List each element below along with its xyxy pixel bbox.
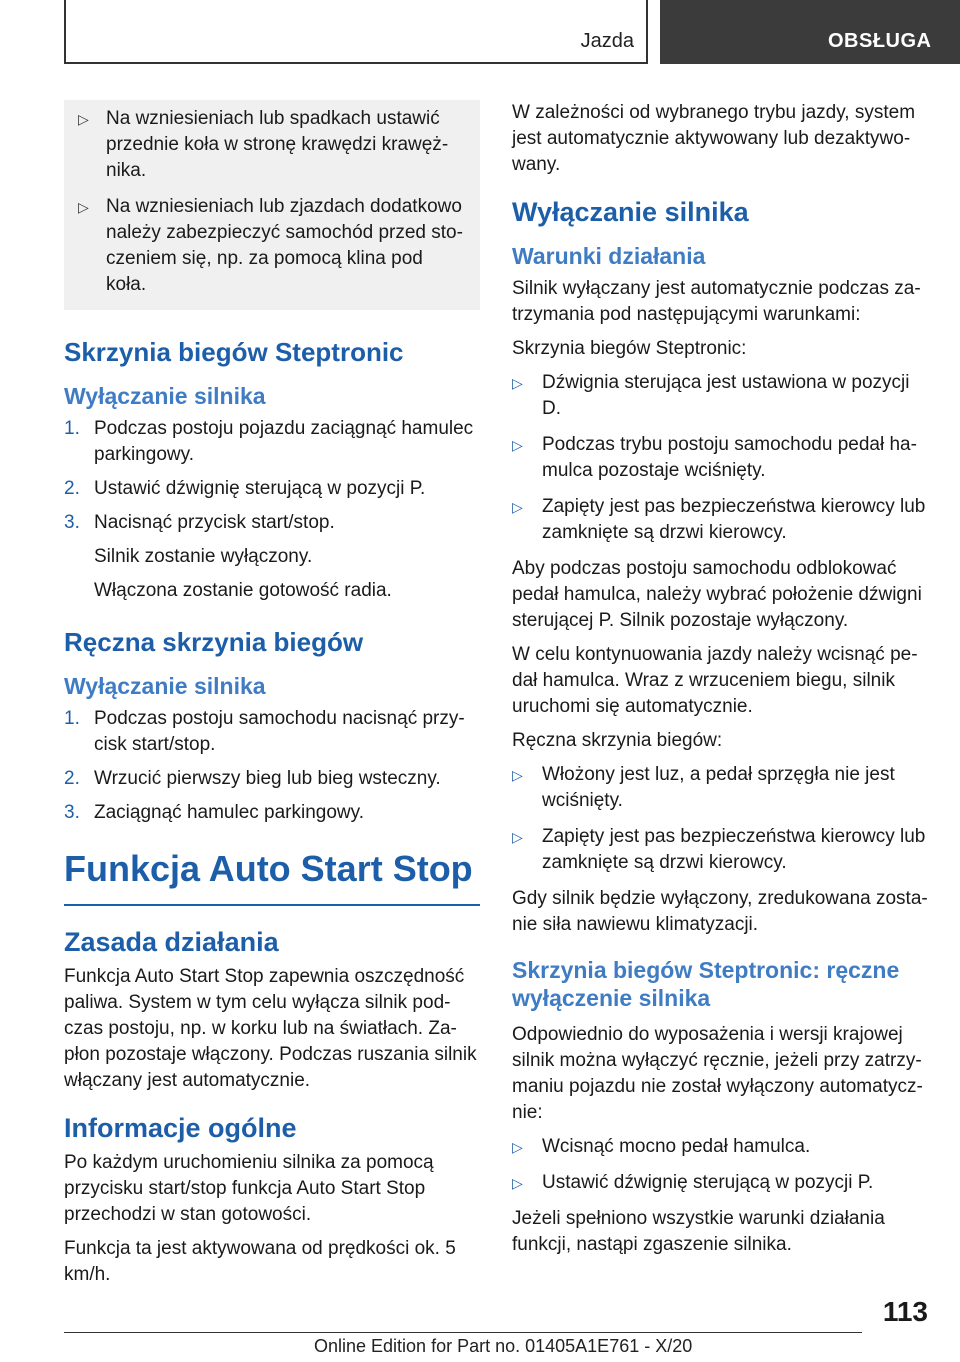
triangle-bullet-icon: ▷ [78, 111, 89, 127]
heading-engine-off-manual: Wyłączanie silnika [64, 673, 266, 699]
paragraph-equipment: Odpowiednio do wyposażenia i wersji krajowej silnik można wyłączyć ręcznie, jeżeli przy zatrzymaniu pojazdu nie został wyłączony automatycznie: [512, 1024, 923, 1123]
step-item: 2. Wrzucić pierwszy bieg lub bieg wsteczny. [64, 768, 441, 789]
triangle-bullet-icon: ▷ [512, 375, 523, 391]
step-note: Włączona zostanie gotowość radia. [94, 580, 392, 601]
header-box [64, 0, 648, 64]
list-item: ▷ Ustawić dźwignię sterującą w pozycji P. [512, 1170, 928, 1196]
paragraph-steptronic: Skrzynia biegów Steptronic: [512, 338, 747, 359]
chapter-title: Jazda [580, 30, 634, 52]
step-item: 1. Podczas postoju samochodu nacisnąć przycisk start/stop. [64, 708, 465, 755]
section-title: OBSŁUGA [828, 30, 932, 52]
paragraph-unlock: Aby podczas postoju samochodu odblokować pedał hamulca, należy wybrać położenie dźwigni sterującej P. Silnik pozostaje wyłączony. [512, 558, 922, 631]
steps-steptronic [64, 416, 480, 536]
paragraph-info-2: Funkcja ta jest aktywowana od prędkości ok. 5 km/h. [64, 1238, 456, 1285]
footer-divider [64, 1332, 862, 1333]
heading-principle: Zasada działania [64, 927, 279, 957]
heading-engine-off-steptronic: Wyłączanie silnika [64, 383, 266, 409]
page-number: 113 [882, 1296, 928, 1327]
footer-edition: Online Edition for Part no. 01405A1E761 - X/20 [314, 1336, 693, 1356]
list-item: ▷ Zapięty jest pas bezpieczeństwa kierowcy lub zamknięte są drzwi kierowcy. [512, 496, 926, 543]
triangle-bullet-icon: ▷ [512, 1139, 523, 1155]
paragraph-manual: Ręczna skrzynia biegów: [512, 730, 723, 751]
list-item: ▷ Zapięty jest pas bezpieczeństwa kierowcy lub zamknięte są drzwi kierowcy. [512, 826, 926, 873]
heading-engine-off: Wyłączanie silnika [512, 197, 749, 227]
step-item: 1. Podczas postoju pojazdu zaciągnąć hamulec parkingowy. [64, 418, 474, 465]
conditions-steptronic-list [512, 370, 928, 546]
paragraph-continue: W celu kontynuowania jazdy należy wcisnąć pedał hamulca. Wraz z wrzuceniem biegu, silnik uruchomi się automatycznie. [512, 644, 918, 717]
triangle-bullet-icon: ▷ [512, 1175, 523, 1191]
step-item: 2. Ustawić dźwignię sterującą w pozycji P. [64, 478, 426, 499]
list-item: ▷ Podczas trybu postoju samochodu pedał hamulca pozostaje wciśnięty. [512, 434, 917, 481]
triangle-bullet-icon: ▷ [78, 199, 89, 215]
triangle-bullet-icon: ▷ [512, 499, 523, 515]
section-tab [660, 0, 960, 64]
heading-general-info: Informacje ogólne [64, 1113, 297, 1143]
triangle-bullet-icon: ▷ [512, 829, 523, 845]
list-item: ▷ Na wzniesieniach lub spadkach ustawić przednie koła w stronę krawędzi krawężnika. [78, 108, 449, 181]
heading-steptronic: Skrzynia biegów Steptronic [64, 337, 404, 367]
list-item: ▷ Dźwignia sterująca jest ustawiona w pozycji D. [512, 372, 910, 419]
paragraph-info-1: Po każdym uruchomieniu silnika za pomocą przycisku start/stop funkcja Auto Start Stop przechodzi w stan gotowości. [64, 1152, 434, 1225]
steps-manual [64, 706, 480, 826]
conditions-manual-list [512, 762, 928, 876]
heading-manual-gearbox: Ręczna skrzynia biegów [64, 627, 364, 657]
list-item: ▷ Na wzniesieniach lub zjazdach dodatkowo należy zabezpieczyć samochód przed stoczeniem się, np. za pomocą klina pod koła. [78, 196, 463, 295]
triangle-bullet-icon: ▷ [512, 767, 523, 783]
heading-manual-engine-off: Skrzynia biegów Steptronic: ręczne wyłączenie silnika [512, 957, 900, 1011]
paragraph-intro: W zależności od wybranego trybu jazdy, system jest automatycznie aktywowany lub dezaktywowany. [512, 102, 916, 175]
paragraph-final: Jeżeli spełniono wszystkie warunki działania funkcji, nastąpi zgaszenie silnika. [512, 1208, 885, 1255]
triangle-bullet-icon: ▷ [512, 437, 523, 453]
right-column [512, 100, 928, 1266]
list-item: ▷ Włożony jest luz, a pedał sprzęgła nie jest wciśnięty. [512, 764, 895, 811]
step-item: 3. Zaciągnąć hamulec parkingowy. [64, 802, 365, 823]
paragraph-airflow: Gdy silnik będzie wyłączony, zredukowana zostanie siła nawiewu klimatyzacji. [512, 888, 928, 935]
heading-conditions: Warunki działania [512, 243, 706, 269]
left-column [64, 100, 480, 1296]
step-note: Silnik zostanie wyłączony. [94, 546, 313, 567]
heading-auto-start-stop: Funkcja Auto Start Stop [64, 848, 480, 906]
note-box [64, 100, 480, 310]
step-item: 3. Nacisnąć przycisk start/stop. [64, 512, 335, 533]
paragraph-conditions: Silnik wyłączany jest automatycznie podczas zatrzymania pod następującymi warunkami: [512, 278, 921, 325]
list-item: ▷ Wcisnąć mocno pedał hamulca. [512, 1134, 928, 1160]
paragraph-principle: Funkcja Auto Start Stop zapewnia oszczędność paliwa. System w tym celu wyłącza silnik podczas postoju, np. w korku lub na światłach. Zapłon pozostaje włączony. Podczas ruszania silnik włączany jest automatycznie. [64, 966, 477, 1091]
manual-off-list [512, 1134, 928, 1196]
